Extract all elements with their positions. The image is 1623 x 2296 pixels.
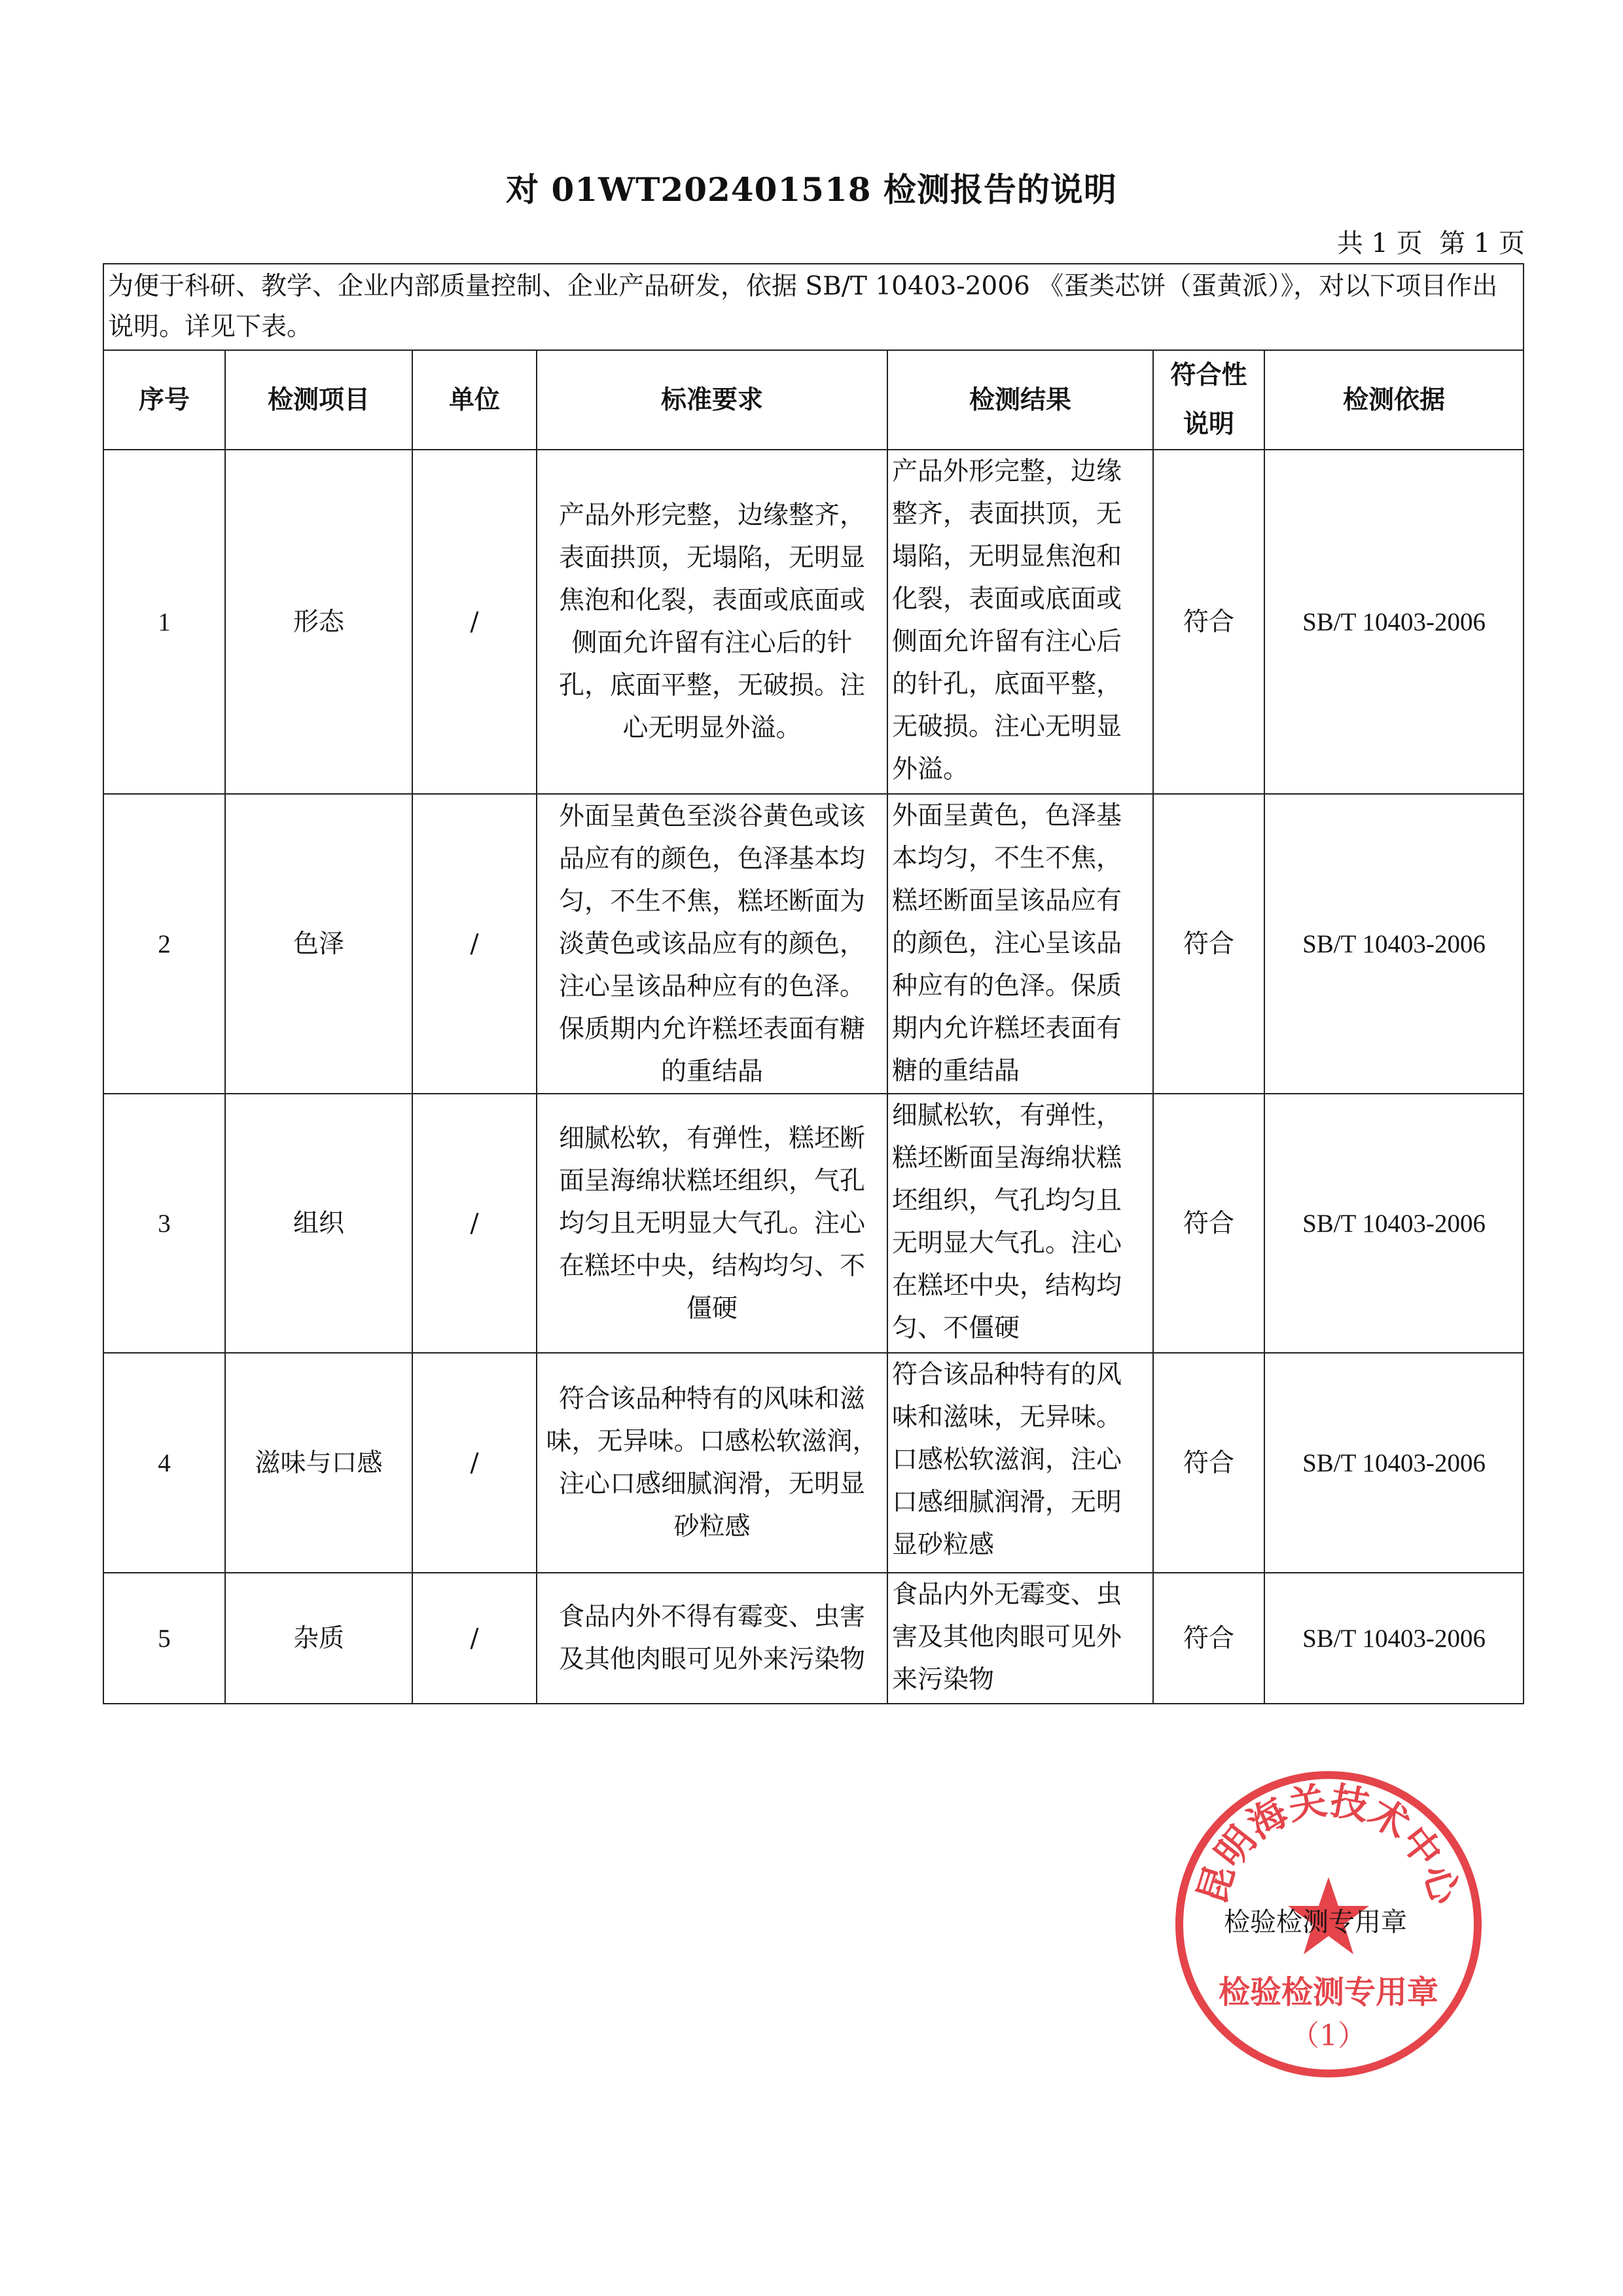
table-row <box>103 1094 1524 1353</box>
header-result: 检测结果 <box>887 350 1153 450</box>
table-row <box>103 794 1524 1094</box>
seal-org-text: 昆明海关技术中心 <box>1189 1778 1468 1909</box>
row-standard: 外面呈黄色至淡谷黄色或该 品应有的颜色，色泽基本均 匀，不生不焦，糕坯断面为 淡黄色或该品应有的颜色， 注心呈该品种应有的色泽。 保质期内允许糕坯表面有糖 的重结晶 <box>537 794 887 1094</box>
row-unit: / <box>412 794 537 1094</box>
row-standard: 细腻松软，有弹性，糕坯断 面呈海绵状糕坯组织，气孔 均匀且无明显大气孔。注心 在糕坯中央，结构均匀、不 僵硬 <box>537 1094 887 1353</box>
header-standard: 标准要求 <box>537 350 887 450</box>
row-item: 形态 <box>225 450 412 794</box>
report-table <box>103 263 1524 1704</box>
row-item: 滋味与口感 <box>225 1353 412 1573</box>
header-item: 检测项目 <box>225 350 412 450</box>
table-header-row <box>103 350 1524 450</box>
row-conformity: 符合 <box>1153 1353 1264 1573</box>
row-result: 细腻松软，有弹性， 糕坯断面呈海绵状糕 坯组织，气孔均匀且 无明显大气孔。注心 在糕坯中央，结构均 匀、不僵硬 <box>887 1094 1153 1353</box>
row-unit: / <box>412 1353 537 1573</box>
seal-number-text: （1） <box>1291 2019 1366 2053</box>
row-no: 2 <box>103 794 225 1094</box>
intro-row <box>103 264 1524 350</box>
row-result: 食品内外无霉变、虫 害及其他肉眼可见外 来污染物 <box>887 1573 1153 1704</box>
row-conformity: 符合 <box>1153 1573 1264 1704</box>
seal-type-text: 检验检测专用章 <box>1218 1974 1439 2011</box>
row-item: 杂质 <box>225 1573 412 1704</box>
table-row <box>103 1573 1524 1704</box>
row-standard: 符合该品种特有的风味和滋 味，无异味。口感松软滋润， 注心口感细腻润滑，无明显 砂粒感 <box>537 1353 887 1573</box>
row-conformity: 符合 <box>1153 794 1264 1094</box>
intro-text: 为便于科研、教学、企业内部质量控制、企业产品研发，依据 SB/T 10403-2006 《蛋类芯饼（蛋黄派）》，对以下项目作出说明。详见下表。 <box>103 264 1524 350</box>
row-basis: SB/T 10403-2006 <box>1264 1094 1524 1353</box>
row-no: 1 <box>103 450 225 794</box>
row-unit: / <box>412 1094 537 1353</box>
row-unit: / <box>412 1573 537 1704</box>
row-no: 5 <box>103 1573 225 1704</box>
header-conformity: 符合性 说明 <box>1153 350 1264 450</box>
table-row <box>103 450 1524 794</box>
row-standard: 食品内外不得有霉变、虫害 及其他肉眼可见外来污染物 <box>537 1573 887 1704</box>
row-item: 色泽 <box>225 794 412 1094</box>
row-result: 外面呈黄色，色泽基 本均匀，不生不焦， 糕坯断面呈该品应有 的颜色，注心呈该品 种应有的色泽。保质 期内允许糕坯表面有 糖的重结晶 <box>887 794 1153 1094</box>
row-conformity: 符合 <box>1153 1094 1264 1353</box>
header-no: 序号 <box>103 350 225 450</box>
header-unit: 单位 <box>412 350 537 450</box>
row-standard: 产品外形完整，边缘整齐， 表面拱顶，无塌陷，无明显 焦泡和化裂，表面或底面或 侧面允许留有注心后的针 孔，底面平整，无破损。注 心无明显外溢。 <box>537 450 887 794</box>
row-no: 3 <box>103 1094 225 1353</box>
page-title: 对 01WT202401518 检测报告的说明 <box>506 170 1117 209</box>
row-conformity: 符合 <box>1153 450 1264 794</box>
page-info: 共 1 页 第 1 页 <box>1336 228 1525 259</box>
row-basis: SB/T 10403-2006 <box>1264 450 1524 794</box>
row-result: 符合该品种特有的风 味和滋味，无异味。 口感松软滋润，注心 口感细腻润滑，无明 显砂粒感 <box>887 1353 1153 1573</box>
row-item: 组织 <box>225 1094 412 1353</box>
row-no: 4 <box>103 1353 225 1573</box>
table-row <box>103 1353 1524 1573</box>
row-basis: SB/T 10403-2006 <box>1264 1353 1524 1573</box>
header-basis: 检测依据 <box>1264 350 1524 450</box>
row-basis: SB/T 10403-2006 <box>1264 794 1524 1094</box>
row-result: 产品外形完整，边缘 整齐，表面拱顶，无 塌陷，无明显焦泡和 化裂，表面或底面或 侧面允许留有注心后 的针孔，底面平整， 无破损。注心无明显 外溢。 <box>887 450 1153 794</box>
seal-label: 检验检测专用章 <box>1224 1907 1407 1937</box>
row-unit: / <box>412 450 537 794</box>
row-basis: SB/T 10403-2006 <box>1264 1573 1524 1704</box>
